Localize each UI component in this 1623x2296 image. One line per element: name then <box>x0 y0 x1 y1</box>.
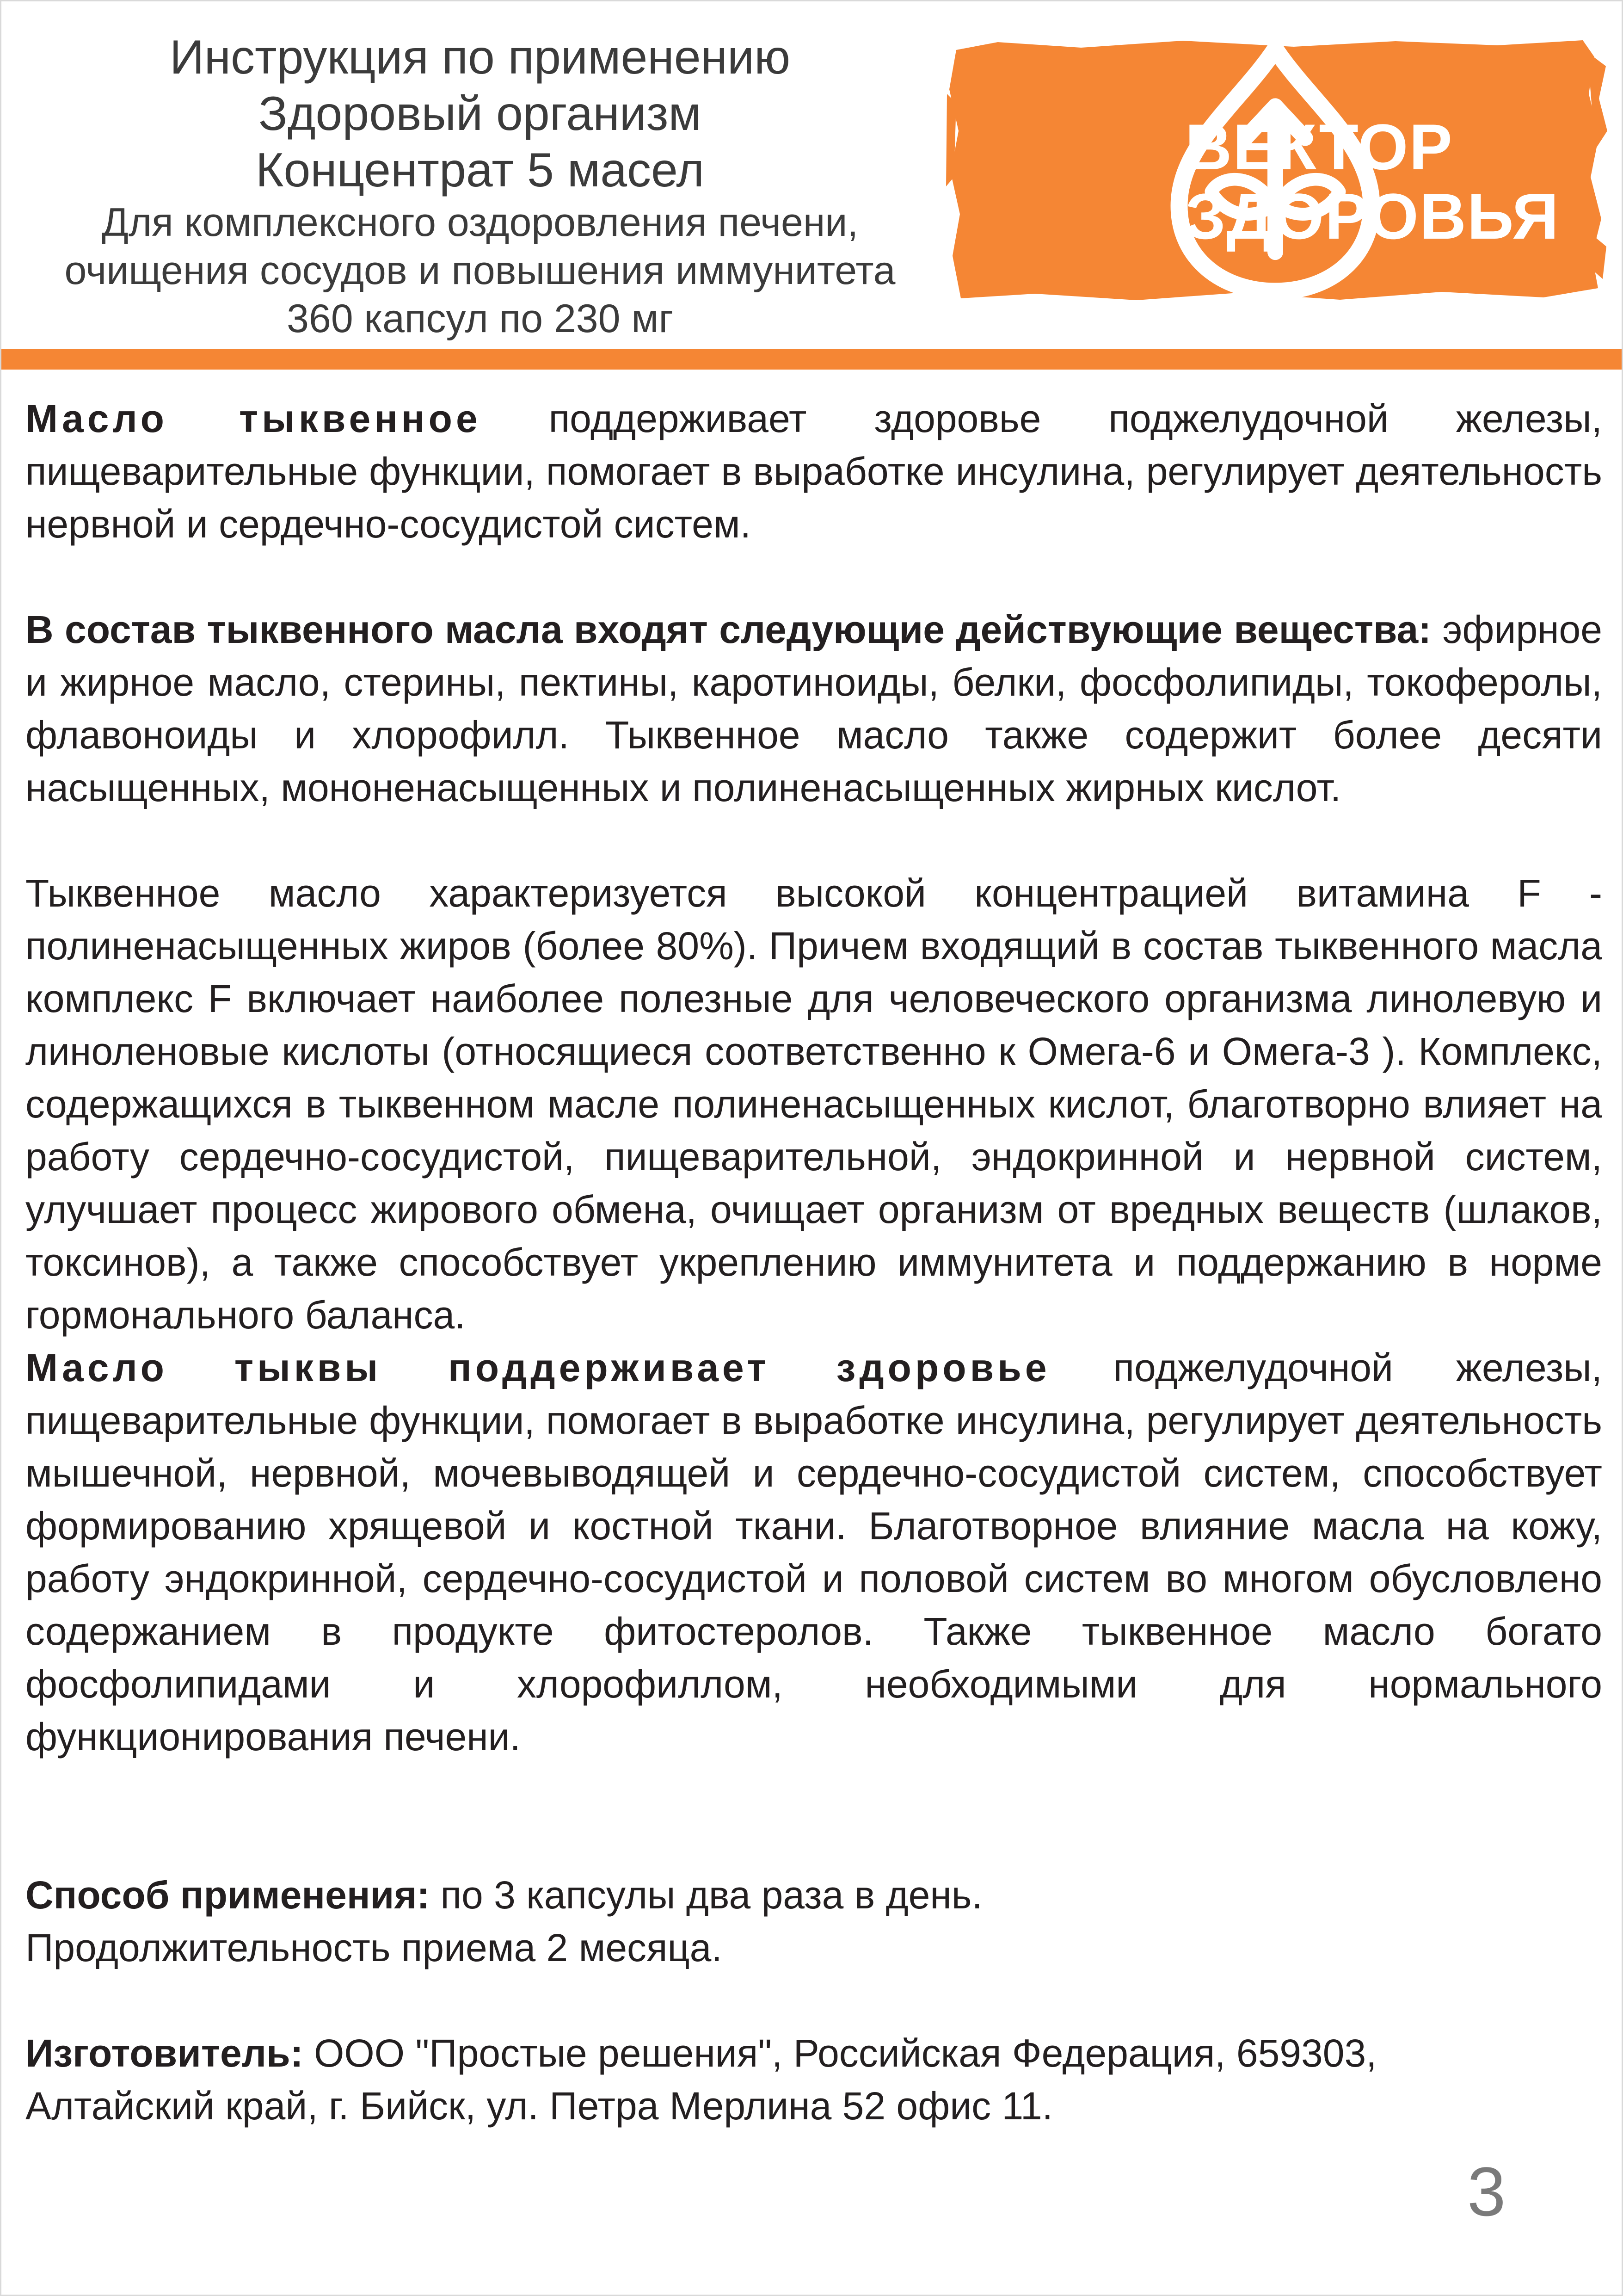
usage-section <box>25 1869 1602 1974</box>
brand-logo <box>942 38 1608 302</box>
paragraph-pumpkin-oil <box>25 392 1602 550</box>
paragraph-text: поддерживает здоровье поджелудочной железы, пищеварительные функции, помогает в выработке инсулина, регулирует деятельность нервной и сердечно-сосудистой систем. <box>25 397 1602 546</box>
header-line-1: Инструкция по применению <box>169 31 791 84</box>
instruction-body <box>25 392 1602 2132</box>
header-line-2: Здоровый организм <box>258 87 701 141</box>
paragraph-composition <box>25 603 1602 814</box>
header-line-3: Концентрат 5 масел <box>255 143 705 197</box>
manufacturer-label: Изготовитель: <box>25 2031 303 2075</box>
paragraph-vitamin-f: Тыквенное масло характеризуется высокой концентрацией витамина F - полиненасыщенных жиров (более 80%). Причем входящий в состав тыквенного масла комплекс F включает наиболее полезные для человеческого организма линолевую и линоленовые кислоты (относящиеся соответственно к Омега-6 и Омега-3 ). Комплекс, содержащихся в тыквенном масле полиненасыщенных кислот, благотворно влияет на работу сердечно-сосудистой, пищеварительной, эндокринной и нервной систем, улучшает процесс жирового обмена, очищает организм от вредных веществ (шлаков, токсинов), а также способствует укреплению иммунитета и поддержанию в норме гормонального баланса. <box>25 871 1602 1337</box>
usage-duration: Продолжительность приема 2 месяца. <box>25 1926 722 1969</box>
manufacturer-address: Алтайский край, г. Бийск, ул. Петра Мерлина 52 офис 11. <box>25 2084 1053 2128</box>
paragraph-lead-bold: Масло тыквенное <box>25 397 481 440</box>
manufacturer-text: ООО "Простые решения", Российская Федерация, 659303, <box>303 2031 1377 2075</box>
spacer <box>25 1974 1602 2027</box>
brand-name-line-1: ВЕКТОР <box>1185 111 1453 183</box>
header-line-4: Для комплексного оздоровления печени, <box>101 200 859 245</box>
manufacturer-line <box>25 2027 1602 2080</box>
paragraph-text: эфирное и жирное масло, стерины, пектины, каротиноиды, белки, фосфолипиды, токоферолы, флавоноиды и хлорофилл. Тыквенное масло также содержит более десяти насыщенных, мононенасыщенных и полиненасыщенных жирных кислот. <box>25 608 1602 809</box>
paragraph-lead-bold: Масло тыквы поддерживает здоровье <box>25 1346 1051 1389</box>
spacer <box>25 550 1602 603</box>
header-title-block <box>1 29 959 343</box>
header-line-6: 360 капсул по 230 мг <box>287 296 673 341</box>
orange-divider <box>1 349 1623 370</box>
manufacturer-section <box>25 2027 1602 2132</box>
brand-name <box>1185 112 1560 251</box>
usage-text: по 3 капсулы два раза в день. <box>430 1873 983 1917</box>
usage-label: Способ применения: <box>25 1873 430 1917</box>
page-number: 3 <box>1467 2153 1506 2230</box>
usage-line <box>25 1869 1602 1921</box>
spacer <box>25 1763 1602 1869</box>
paragraph-lead-bold: В состав тыквенного масла входят следующие действующие вещества: <box>25 608 1432 651</box>
paragraph-pumpkin-health <box>25 1341 1602 1763</box>
spacer <box>25 814 1602 867</box>
header-line-5: очищения сосудов и повышения иммунитета <box>64 248 896 293</box>
brand-name-line-2: ЗДОРОВЬЯ <box>1185 180 1560 253</box>
paragraph-text: поджелудочной железы, пищеварительные функции, помогает в выработке инсулина, регулирует деятельность мышечной, нервной, мочевыводящей и сердечно-сосудистой систем, способствует формированию хрящевой и костной ткани. Благотворное влияние масла на кожу, работу эндокринной, сердечно-сосудистой и половой систем во многом обусловлено содержанием в продукте фитостеролов. Также тыквенное масло богато фосфолипидами и хлорофиллом, необходимыми для нормального функционирования печени. <box>25 1346 1603 1759</box>
